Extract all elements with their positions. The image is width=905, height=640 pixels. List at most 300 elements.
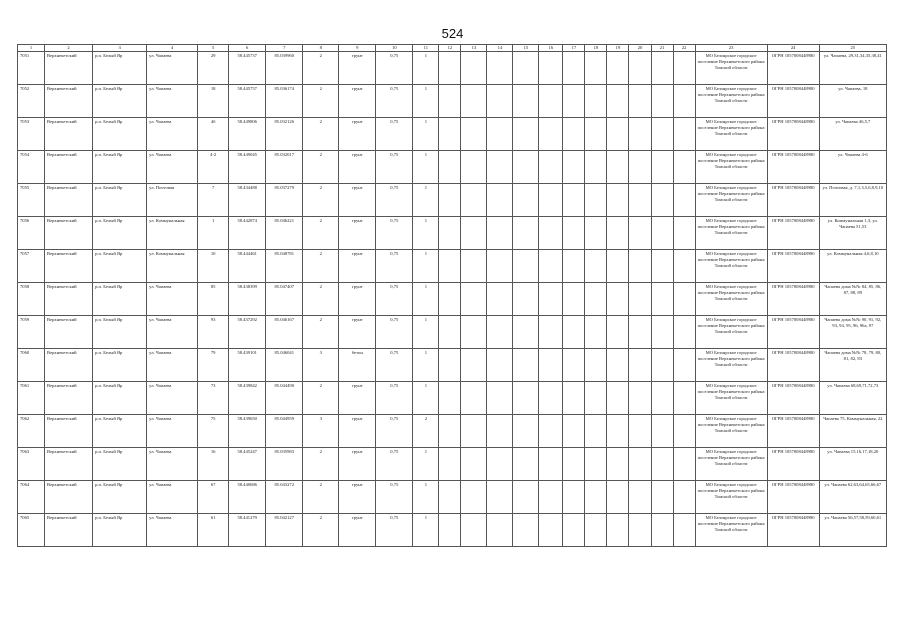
table-cell: 1 (413, 184, 439, 217)
table-cell: МО Белоярское городское поселение Верхнекетского района Томской области (695, 184, 767, 217)
table-cell: ул. Чапаева (147, 514, 198, 547)
table-cell: Верхнекетский (45, 85, 93, 118)
table-cell (513, 217, 539, 250)
table-cell (629, 151, 651, 184)
table-cell (651, 448, 673, 481)
table-cell (539, 85, 563, 118)
table-cell: 1 (413, 316, 439, 349)
container-site-registry-table (17, 44, 887, 547)
table-cell (651, 514, 673, 547)
table-cell (673, 382, 695, 415)
table-cell: р.п. Белый Яр (93, 448, 147, 481)
table-cell (563, 481, 585, 514)
table-cell: 85.044490 (266, 382, 303, 415)
column-number-header: 16 (539, 45, 563, 52)
table-cell: 85.035983 (266, 448, 303, 481)
table-cell: МО Белоярское городское поселение Верхнекетского района Томской области (695, 514, 767, 547)
table-cell (487, 250, 513, 283)
table-cell (629, 52, 651, 85)
table-cell: 0,75 (376, 283, 413, 316)
table-cell: 1 (413, 151, 439, 184)
table-cell (607, 514, 629, 547)
table-body (18, 52, 887, 547)
table-cell (513, 184, 539, 217)
table-cell (651, 250, 673, 283)
table-cell: 0,75 (376, 349, 413, 382)
table-cell: 2 (303, 52, 339, 85)
column-number-header: 1 (18, 45, 45, 52)
column-number-header: 24 (767, 45, 819, 52)
table-cell: 85.039960 (266, 52, 303, 85)
table-cell: 7057 (18, 250, 45, 283)
table-cell (487, 217, 513, 250)
table-cell: 85.044959 (266, 415, 303, 448)
table-cell (607, 415, 629, 448)
column-number-header: 20 (629, 45, 651, 52)
table-cell: 0,75 (376, 514, 413, 547)
table-cell: р.п. Белый Яр (93, 349, 147, 382)
table-cell (487, 85, 513, 118)
table-cell (607, 349, 629, 382)
table-cell: 85.046221 (266, 217, 303, 250)
table-cell (673, 349, 695, 382)
table-cell: 2 (303, 316, 339, 349)
table-cell: 0,75 (376, 316, 413, 349)
column-number-header: 8 (303, 45, 339, 52)
table-cell (651, 217, 673, 250)
table-cell: 7060 (18, 349, 45, 382)
table-cell: 85.032017 (266, 151, 303, 184)
table-cell: р.п. Белый Яр (93, 283, 147, 316)
table-cell: 18 (198, 85, 229, 118)
table-cell: ул. Коммунальная (147, 217, 198, 250)
table-cell (563, 217, 585, 250)
table-cell: ул. Чапаева (147, 481, 198, 514)
table-cell: 2 (303, 481, 339, 514)
table-cell: грунт (339, 415, 376, 448)
table-row (18, 217, 887, 250)
table-cell: МО Белоярское городское поселение Верхнекетского района Томской области (695, 448, 767, 481)
table-cell (585, 283, 607, 316)
page-number: 524 (441, 26, 464, 41)
column-number-header: 2 (45, 45, 93, 52)
table-cell (539, 151, 563, 184)
table-cell: р.п. Белый Яр (93, 415, 147, 448)
table-cell: ОГРН 1057008448980 (767, 217, 819, 250)
table-cell: 7059 (18, 316, 45, 349)
table-cell: 7051 (18, 52, 45, 85)
table-cell (487, 52, 513, 85)
table-cell (563, 514, 585, 547)
table-cell (539, 283, 563, 316)
table-cell (607, 316, 629, 349)
table-cell (673, 118, 695, 151)
table-cell (673, 184, 695, 217)
table-cell: 58.439101 (229, 349, 266, 382)
table-cell: 67 (198, 481, 229, 514)
table-row (18, 283, 887, 316)
table-cell: ул. Почтовая (147, 184, 198, 217)
table-cell (487, 118, 513, 151)
table-cell (651, 151, 673, 184)
column-number-header: 19 (607, 45, 629, 52)
table-cell (563, 250, 585, 283)
table-cell (461, 349, 487, 382)
table-cell (651, 283, 673, 316)
table-cell: МО Белоярское городское поселение Верхнекетского района Томской области (695, 316, 767, 349)
table-cell: 1 (413, 250, 439, 283)
table-cell (673, 250, 695, 283)
table-cell (629, 448, 651, 481)
table-cell: 0,75 (376, 184, 413, 217)
table-cell (439, 184, 461, 217)
table-cell: 58.441279 (229, 514, 266, 547)
table-cell: р.п. Белый Яр (93, 316, 147, 349)
table-cell: Верхнекетский (45, 349, 93, 382)
table-cell: 58.445757 (229, 85, 266, 118)
table-cell: 2 (303, 283, 339, 316)
table-cell: 1 (413, 217, 439, 250)
table-cell (585, 349, 607, 382)
table-cell: 0,75 (376, 415, 413, 448)
table-cell: 2 (303, 382, 339, 415)
table-cell: 7052 (18, 85, 45, 118)
table-cell (673, 217, 695, 250)
table-cell: Верхнекетский (45, 184, 93, 217)
table-cell: 0,75 (376, 217, 413, 250)
table-cell: 7056 (18, 217, 45, 250)
table-cell: р.п. Белый Яр (93, 382, 147, 415)
table-cell (513, 514, 539, 547)
table-cell (439, 514, 461, 547)
table-cell: ул. Чапаева 68,69,71,72,73 (819, 382, 886, 415)
table-cell: 1 (413, 448, 439, 481)
table-cell (651, 52, 673, 85)
table-cell: ОГРН 1057008448980 (767, 514, 819, 547)
column-number-header: 21 (651, 45, 673, 52)
table-cell: ОГРН 1057008448980 (767, 316, 819, 349)
table-cell (513, 316, 539, 349)
column-number-header: 10 (376, 45, 413, 52)
table-cell: грунт (339, 85, 376, 118)
table-cell: 58.449045 (229, 151, 266, 184)
table-cell (439, 283, 461, 316)
table-cell (629, 349, 651, 382)
table-cell: 85.036174 (266, 85, 303, 118)
table-cell: Верхнекетский (45, 118, 93, 151)
table-cell (539, 382, 563, 415)
table-cell: 7053 (18, 118, 45, 151)
table-cell (607, 481, 629, 514)
table-cell (461, 283, 487, 316)
table-cell (439, 415, 461, 448)
table-cell (513, 415, 539, 448)
table-cell (651, 316, 673, 349)
table-cell: 4б (198, 118, 229, 151)
table-cell: ул. Чапаева 15,16,17,18,20 (819, 448, 886, 481)
table-row (18, 316, 887, 349)
column-number-header: 17 (563, 45, 585, 52)
table-cell: ул. Чапаева (147, 52, 198, 85)
table-cell (487, 349, 513, 382)
table-cell: 2 (303, 250, 339, 283)
table-cell (461, 382, 487, 415)
table-cell (651, 184, 673, 217)
table-cell (607, 217, 629, 250)
table-cell: 16 (198, 448, 229, 481)
table-cell: ул. Чапаева (147, 283, 198, 316)
table-cell: 2 (303, 85, 339, 118)
table-cell: МО Белоярское городское поселение Верхнекетского района Томской области (695, 250, 767, 283)
table-cell (585, 184, 607, 217)
table-cell: МО Белоярское городское поселение Верхнекетского района Томской области (695, 415, 767, 448)
column-number-header: 6 (229, 45, 266, 52)
table-cell (461, 52, 487, 85)
table-cell (607, 448, 629, 481)
table-cell: р.п. Белый Яр (93, 52, 147, 85)
table-cell (607, 382, 629, 415)
table-cell: Верхнекетский (45, 217, 93, 250)
table-cell: 85.048781 (266, 250, 303, 283)
table-cell: Чапаева дома №№ 78, 79, 80, 81, 82, 83 (819, 349, 886, 382)
table-cell: 58.438399 (229, 283, 266, 316)
table-cell: грунт (339, 52, 376, 85)
table-cell: ул. Чапаева 4-6 (819, 151, 886, 184)
table-cell: МО Белоярское городское поселение Верхнекетского района Томской области (695, 151, 767, 184)
table-cell (487, 382, 513, 415)
table-cell: 0,75 (376, 481, 413, 514)
table-cell (539, 349, 563, 382)
table-cell: грунт (339, 118, 376, 151)
table-cell (607, 85, 629, 118)
table-cell (563, 415, 585, 448)
table-cell: грунт (339, 283, 376, 316)
table-cell: 1 (413, 283, 439, 316)
table-cell: 0,75 (376, 382, 413, 415)
table-cell (487, 415, 513, 448)
table-cell (673, 481, 695, 514)
table-cell (651, 382, 673, 415)
table-cell (585, 118, 607, 151)
table-cell: ОГРН 1057008448980 (767, 184, 819, 217)
table-cell (439, 316, 461, 349)
table-cell (629, 283, 651, 316)
table-cell: 7055 (18, 184, 45, 217)
table-cell (539, 250, 563, 283)
table-cell (487, 316, 513, 349)
table-cell (439, 250, 461, 283)
column-number-header-row (18, 45, 887, 52)
table-cell: ул. Чапаева (147, 415, 198, 448)
table-cell: 75 (198, 415, 229, 448)
table-cell: МО Белоярское городское поселение Верхнекетского района Томской области (695, 118, 767, 151)
table-cell (439, 349, 461, 382)
table-cell: р.п. Белый Яр (93, 118, 147, 151)
column-number-header: 3 (93, 45, 147, 52)
table-cell (585, 52, 607, 85)
table-cell (513, 118, 539, 151)
table-cell: МО Белоярское городское поселение Верхнекетского района Томской области (695, 349, 767, 382)
table-cell (629, 184, 651, 217)
table-cell: МО Белоярское городское поселение Верхнекетского района Томской области (695, 52, 767, 85)
table-cell: 4-2 (198, 151, 229, 184)
table-cell: 1 (413, 85, 439, 118)
table-cell: ОГРН 1057008448980 (767, 85, 819, 118)
table-cell (673, 52, 695, 85)
table-cell: 7065 (18, 514, 45, 547)
table-cell (487, 283, 513, 316)
table-cell (585, 151, 607, 184)
table-cell: 7062 (18, 415, 45, 448)
table-cell (607, 52, 629, 85)
table-cell (607, 250, 629, 283)
table-cell: р.п. Белый Яр (93, 85, 147, 118)
table-cell (585, 316, 607, 349)
table-cell: ОГРН 1057008448980 (767, 382, 819, 415)
table-cell (461, 85, 487, 118)
table-cell (629, 481, 651, 514)
table-cell (513, 481, 539, 514)
column-number-header: 7 (266, 45, 303, 52)
table-cell: 85.037279 (266, 184, 303, 217)
table-cell (673, 415, 695, 448)
table-cell (651, 85, 673, 118)
table-cell: ОГРН 1057008448980 (767, 151, 819, 184)
table-cell: грунт (339, 184, 376, 217)
table-cell: р.п. Белый Яр (93, 184, 147, 217)
table-cell: ОГРН 1057008448980 (767, 250, 819, 283)
table-cell (439, 481, 461, 514)
table-cell: Верхнекетский (45, 481, 93, 514)
table-cell: 1 (413, 349, 439, 382)
table-cell: ул. Чапаева (147, 85, 198, 118)
table-cell (461, 250, 487, 283)
table-cell (563, 283, 585, 316)
table-cell: 58.439842 (229, 382, 266, 415)
table-cell: грунт (339, 481, 376, 514)
table-cell: 2 (303, 118, 339, 151)
table-cell: 0,75 (376, 250, 413, 283)
table-cell: 7054 (18, 151, 45, 184)
table-cell: Верхнекетский (45, 382, 93, 415)
table-cell: р.п. Белый Яр (93, 514, 147, 547)
column-number-header: 13 (461, 45, 487, 52)
table-cell: МО Белоярское городское поселение Верхнекетского района Томской области (695, 481, 767, 514)
table-cell (487, 481, 513, 514)
table-cell (563, 448, 585, 481)
table-row (18, 382, 887, 415)
table-cell: ул. Чапаева (147, 151, 198, 184)
table-cell (585, 415, 607, 448)
column-number-header: 14 (487, 45, 513, 52)
table-cell: 85.032126 (266, 118, 303, 151)
table-cell: ОГРН 1057008448980 (767, 448, 819, 481)
table-cell (461, 151, 487, 184)
table-row (18, 481, 887, 514)
table-cell (585, 250, 607, 283)
column-number-header: 23 (695, 45, 767, 52)
table-cell: 85 (198, 283, 229, 316)
table-cell (629, 514, 651, 547)
table-cell: Верхнекетский (45, 415, 93, 448)
table-cell: Чапаева дома №№ 84, 85, 86, 87, 88, 89 (819, 283, 886, 316)
table-cell: 2 (303, 448, 339, 481)
table-cell: ул. Чапаева, 29,31,34,35,38,41 (819, 52, 886, 85)
table-cell: 79 (198, 349, 229, 382)
table-cell (461, 316, 487, 349)
table-cell (629, 316, 651, 349)
table-cell (461, 415, 487, 448)
table-cell (673, 283, 695, 316)
table-cell: 1 (413, 382, 439, 415)
table-row (18, 415, 887, 448)
table-cell: 1 (198, 217, 229, 250)
column-number-header: 9 (339, 45, 376, 52)
table-cell (651, 415, 673, 448)
table-cell (651, 349, 673, 382)
table-cell: 58.445247 (229, 448, 266, 481)
table-cell (673, 448, 695, 481)
table-cell: 7064 (18, 481, 45, 514)
table-cell (539, 52, 563, 85)
table-cell (651, 481, 673, 514)
table-cell: 0,75 (376, 85, 413, 118)
table-cell: 93 (198, 316, 229, 349)
table-cell: Верхнекетский (45, 250, 93, 283)
table-cell: р.п. Белый Яр (93, 481, 147, 514)
table-cell: 85.043272 (266, 481, 303, 514)
table-cell: 58.445737 (229, 52, 266, 85)
table-row (18, 118, 887, 151)
table-cell: 7061 (18, 382, 45, 415)
table-cell (513, 151, 539, 184)
table-cell: 1 (413, 52, 439, 85)
column-number-header: 12 (439, 45, 461, 52)
table-cell: 2 (303, 151, 339, 184)
table-cell: Верхнекетский (45, 448, 93, 481)
column-number-header: 15 (513, 45, 539, 52)
table-cell (585, 514, 607, 547)
table-row (18, 349, 887, 382)
table-cell: ул. Коммунальная 4,6,8,10 (819, 250, 886, 283)
table-row (18, 52, 887, 85)
table-cell: ОГРН 1057008448980 (767, 118, 819, 151)
table-cell: Верхнекетский (45, 514, 93, 547)
table-cell: грунт (339, 448, 376, 481)
table-row (18, 250, 887, 283)
table-cell: ул. Чапаева, 18 (819, 85, 886, 118)
table-cell (539, 118, 563, 151)
table-cell: ОГРН 1057008448980 (767, 349, 819, 382)
table-cell (461, 184, 487, 217)
table-cell (607, 118, 629, 151)
table-row (18, 184, 887, 217)
table-cell: 73 (198, 382, 229, 415)
column-number-header: 11 (413, 45, 439, 52)
table-cell (673, 316, 695, 349)
table-cell: ул. Чапаева (147, 349, 198, 382)
table-cell: 85.046167 (266, 316, 303, 349)
table-cell (461, 481, 487, 514)
table-cell: ул. Коммунальная 1,3, ул. Чапаева 51,53 (819, 217, 886, 250)
table-cell (539, 316, 563, 349)
table-cell (585, 85, 607, 118)
column-number-header: 4 (147, 45, 198, 52)
table-cell: ОГРН 1057008448980 (767, 481, 819, 514)
table-cell (607, 184, 629, 217)
table-cell (487, 448, 513, 481)
table-cell: ул. Чапаева 56,57,58,59,60,61 (819, 514, 886, 547)
